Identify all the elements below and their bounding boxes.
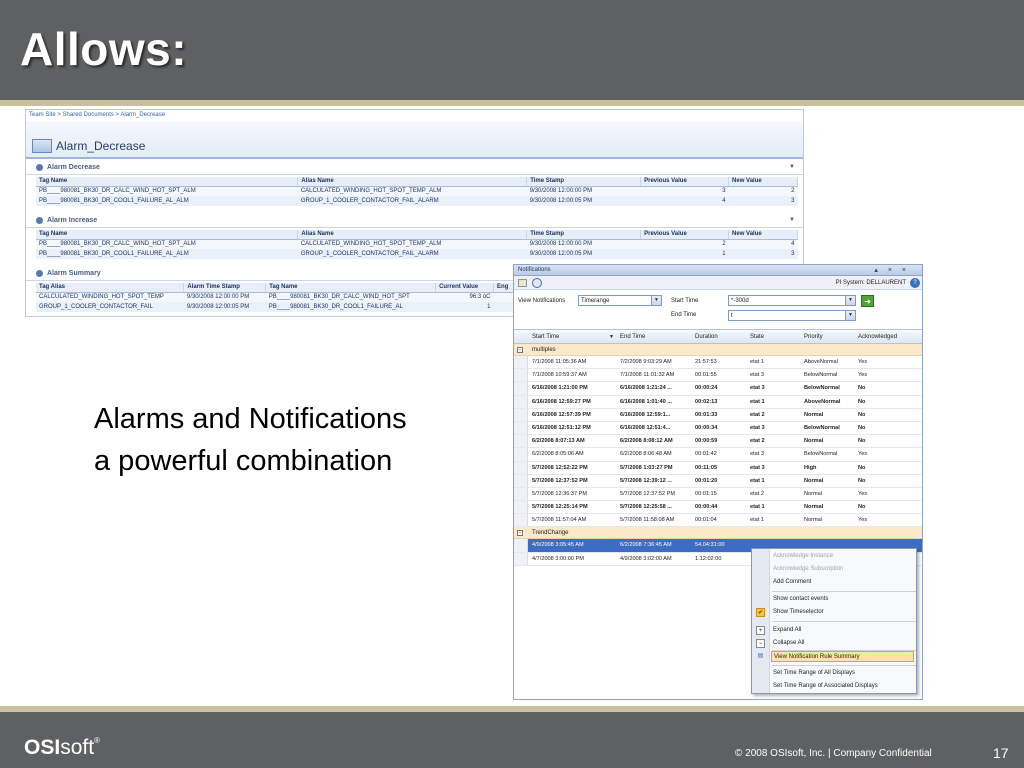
alarm-summary-table: [36, 283, 516, 312]
cell-ack: Yes: [858, 372, 868, 379]
cell-duration: 00:01:33: [695, 411, 718, 418]
cell-start: 5/7/2008 12:37:52 PM: [532, 477, 588, 484]
cell-duration: 21:57:53: [695, 359, 717, 365]
cell-start: 6/16/2008 12:51:12 PM: [532, 424, 591, 431]
cell-ack: Yes: [858, 517, 868, 524]
cell-priority: Normal: [804, 517, 823, 524]
refresh-icon[interactable]: [532, 278, 542, 288]
table-row[interactable]: [514, 382, 923, 395]
alarm-decrease-table: [36, 177, 798, 206]
cell: PB____980081_BK30_DR_COOL1_FAILURE_AL_ALM: [36, 249, 298, 259]
cell-end: 6/2/2008 7:36:45 AM: [620, 542, 672, 549]
cell-state: etat 3: [750, 424, 765, 431]
cell-priority: Normal: [804, 477, 824, 484]
column-header[interactable]: Time Stamp: [527, 230, 641, 239]
cell: PB____980081_BK30_DR_COOL1_FAILURE_AL_ALM: [36, 196, 298, 206]
page-number: 17: [993, 745, 1009, 761]
cell-state: etat 2: [750, 411, 765, 418]
cell-state: etat 3: [750, 451, 764, 458]
column-header[interactable]: New Value: [729, 177, 798, 186]
logo-registered: ®: [94, 736, 100, 745]
cell: PB____980081_BK30_DR_CALC_WIND_HOT_SPT_ALM: [36, 239, 298, 249]
cell: 1: [641, 249, 729, 259]
cell: 2: [641, 239, 729, 249]
copyright-text: © 2008 OSIsoft, Inc. | Company Confidential: [735, 748, 932, 759]
collapse-icon: −: [756, 639, 765, 648]
cell: GROUP_1_COOLER_CONTACTOR_FAIL_ALARM: [298, 196, 527, 206]
cell-start: 5/7/2008 11:57:04 AM: [532, 517, 587, 524]
slide-title: Allows:: [20, 23, 188, 75]
column-header[interactable]: Alias Name: [298, 230, 527, 239]
header-band: [0, 0, 1024, 100]
menu-item-collapse-all[interactable]: Collapse All: [773, 640, 805, 646]
menu-separator: [772, 621, 916, 622]
column-header[interactable]: Tag Name: [36, 177, 298, 186]
row-selector[interactable]: [514, 382, 528, 394]
cell-duration: 00:01:15: [695, 490, 717, 497]
row-selector[interactable]: [514, 369, 528, 381]
cell-duration: 00:01:55: [695, 372, 717, 379]
column-header[interactable]: Start Time: [532, 334, 560, 340]
cell-start: 5/7/2008 12:36:37 PM: [532, 490, 588, 497]
cell-state: etat 1: [750, 517, 764, 524]
chevron-down-icon[interactable]: ▼: [789, 217, 795, 223]
column-header[interactable]: New Value: [729, 230, 798, 239]
row-selector[interactable]: [514, 462, 528, 474]
alarm-decrease-section: [26, 161, 804, 204]
expand-icon: +: [756, 626, 765, 635]
table-row[interactable]: [514, 475, 923, 488]
table-row[interactable]: [36, 292, 516, 302]
section-icon: [36, 270, 43, 277]
column-header[interactable]: State: [750, 334, 765, 340]
column-header[interactable]: Tag Alias: [36, 283, 184, 292]
page-icon: [32, 139, 52, 153]
column-header[interactable]: Time Stamp: [527, 177, 641, 186]
cell-start: 4/9/2008 3:05:45 AM: [532, 542, 584, 549]
group-rows: [514, 356, 923, 527]
window-title-bar: [514, 265, 923, 276]
cell-ack: No: [858, 398, 866, 405]
end-time-input[interactable]: [728, 310, 856, 321]
column-header[interactable]: Previous Value: [641, 177, 729, 186]
cell-priority: BelowNormal: [804, 424, 840, 431]
table-row[interactable]: [514, 369, 923, 382]
menu-item-add-comment[interactable]: Add Comment: [773, 579, 812, 585]
cell: 4: [729, 239, 798, 249]
chevron-down-icon[interactable]: ▼: [845, 296, 855, 305]
menu-separator: [772, 665, 916, 666]
menu-separator: [772, 591, 916, 592]
cell-ack: Yes: [858, 451, 868, 458]
context-menu: [751, 548, 917, 694]
cell: 3: [729, 196, 798, 206]
cell: PB____980081_BK30_DR_COOL1_FAILURE_AL: [266, 302, 436, 312]
cell-end: 6/16/2008 12:59:1...: [620, 411, 671, 418]
table-header-row: [36, 283, 516, 292]
table-row[interactable]: [514, 488, 923, 501]
cell-priority: Normal: [804, 438, 824, 445]
cell: 1: [436, 302, 494, 312]
cell-end: 5/7/2008 12:39:12 ...: [620, 477, 672, 484]
window-title: Notifications: [518, 267, 551, 273]
cell-end: 5/7/2008 12:37:52 PM: [620, 490, 676, 497]
column-header[interactable]: Tag Name: [266, 283, 436, 292]
logo-text-bold: OSI: [24, 736, 61, 759]
cell-duration: 1.12:02:00: [695, 555, 722, 562]
row-selector[interactable]: [514, 475, 528, 487]
cell-duration: 00:00:24: [695, 385, 718, 392]
header-accent-line: [0, 100, 1024, 106]
table-row[interactable]: [36, 249, 798, 259]
cell-ack: No: [858, 477, 866, 484]
menu-item-acknowledge-subscription[interactable]: Acknowledge Subscription: [773, 566, 844, 572]
cell-duration: 00:11:05: [695, 464, 718, 471]
row-selector[interactable]: [514, 553, 528, 565]
cell-state: etat 1: [750, 477, 765, 484]
cell: 2: [729, 186, 798, 196]
table-row[interactable]: [36, 302, 516, 312]
cell-state: etat 3: [750, 372, 764, 379]
group-row-multiples[interactable]: [514, 344, 923, 356]
alarm-increase-table: [36, 230, 798, 259]
cell-start: 6/2/2008 8:05:06 AM: [532, 451, 584, 458]
cell-duration: 00:01:42: [695, 451, 717, 458]
table-row[interactable]: [514, 435, 923, 448]
cell: PB____980081_BK30_DR_CALC_WIND_HOT_SPT: [266, 292, 436, 302]
cell-duration: 00:00:44: [695, 504, 718, 511]
row-selector[interactable]: [514, 409, 528, 421]
cell-end: 7/2/2008 9:03:29 AM: [620, 359, 672, 365]
check-icon: ✔: [757, 610, 764, 616]
body-line: a powerful combination: [94, 445, 393, 477]
toolbar: [514, 276, 923, 290]
group-row-trendchange[interactable]: [514, 527, 923, 539]
cell-end: 6/2/2008 8:08:12 AM: [620, 438, 673, 445]
table-header-row: [36, 230, 798, 239]
row-selector[interactable]: [514, 448, 528, 460]
section-icon: [36, 217, 43, 224]
menu-item-set-time-range-all[interactable]: Set Time Range of All Displays: [773, 670, 856, 676]
select-value: Timerange: [581, 298, 610, 304]
cell-end: 5/7/2008 12:25:58 ...: [620, 504, 672, 511]
cell-start: 7/1/2008 11:05:36 AM: [532, 359, 587, 365]
cell-priority: BelowNormal: [804, 451, 838, 458]
view-notifications-label: View Notifications: [518, 298, 566, 304]
chevron-down-icon[interactable]: ▼: [845, 311, 855, 320]
cell: CALCULATED_WINDING_HOT_SPOT_TEMP_ALM: [298, 239, 527, 249]
view-notifications-select[interactable]: [578, 295, 662, 306]
cell-start: 6/2/2008 8:07:13 AM: [532, 438, 585, 445]
sharepoint-title-bar: [26, 121, 804, 159]
cell-start: 4/7/2008 3:00:00 PM: [532, 555, 584, 562]
input-value: t: [731, 313, 733, 319]
cell-duration: 00:01:04: [695, 517, 717, 524]
cell-state: etat 1: [750, 398, 765, 405]
rule-summary-icon: ▤: [757, 653, 764, 659]
row-selector[interactable]: [514, 396, 528, 408]
cell-duration: 54.04:31:00: [695, 542, 725, 549]
cell-start: 6/16/2008 1:21:00 PM: [532, 385, 588, 392]
cell-state: etat 1: [750, 359, 764, 365]
cell-end: 5/7/2008 1:03:27 PM: [620, 464, 673, 471]
cell-start: 6/16/2008 12:59:27 PM: [532, 398, 591, 405]
row-selector[interactable]: [514, 539, 528, 551]
cell-state: etat 1: [750, 504, 765, 511]
body-line: Alarms and Notifications: [94, 403, 407, 435]
table-row[interactable]: [514, 409, 923, 422]
cell-start: 7/1/2008 10:59:37 AM: [532, 372, 587, 379]
cell-ack: No: [858, 504, 866, 511]
cell-end: 6/16/2008 1:01:40 ...: [620, 398, 672, 405]
table-row[interactable]: [514, 514, 923, 527]
cell-ack: Yes: [858, 490, 868, 497]
start-time-label: Start Time: [671, 298, 699, 304]
cell: CALCULATED_WINDING_HOT_SPOT_TEMP_ALM: [298, 186, 527, 196]
pi-system-label: PI System: DELLAURENT: [835, 280, 906, 286]
row-selector[interactable]: [514, 501, 528, 513]
cell-ack: No: [858, 424, 866, 431]
sort-icon: ▼: [609, 334, 614, 340]
cell-state: etat 3: [750, 385, 765, 392]
section-title: Alarm Decrease: [47, 164, 100, 171]
table-row[interactable]: [514, 501, 923, 514]
column-header[interactable]: Previous Value: [641, 230, 729, 239]
cell-duration: 00:01:20: [695, 477, 718, 484]
cell-state: etat 2: [750, 438, 765, 445]
cell: 3: [729, 249, 798, 259]
menu-item-acknowledge-instance[interactable]: Acknowledge Instance: [773, 553, 834, 559]
cell-ack: No: [858, 411, 866, 418]
section-icon: [36, 164, 43, 171]
column-header[interactable]: Current Value: [436, 283, 494, 292]
input-value: *-300d: [731, 298, 749, 304]
menu-item-set-time-range-associated[interactable]: Set Time Range of Associated Displays: [773, 683, 878, 689]
cell-priority: AboveNormal: [804, 359, 838, 365]
page-title: Alarm_Decrease: [56, 139, 146, 153]
cell-priority: High: [804, 464, 817, 471]
column-header[interactable]: Eng: [494, 283, 516, 292]
menu-item-show-contact-events[interactable]: Show contact events: [773, 596, 829, 602]
window-controls[interactable]: ▴ × ×: [874, 267, 910, 274]
cell-ack: No: [858, 385, 866, 392]
collapse-icon[interactable]: −: [518, 347, 522, 353]
cell-start: 6/16/2008 12:57:39 PM: [532, 411, 591, 418]
cell-end: 7/1/2008 11:01:32 AM: [620, 372, 675, 379]
chevron-down-icon[interactable]: ▼: [789, 164, 795, 170]
table-row[interactable]: [36, 239, 798, 249]
cell-priority: Normal: [804, 411, 824, 418]
body-text: [94, 398, 407, 482]
column-header[interactable]: Tag Name: [36, 230, 298, 239]
collapse-icon[interactable]: −: [518, 530, 522, 537]
cell-priority: Normal: [804, 504, 824, 511]
notifications-grid: [514, 329, 923, 566]
cell: 9/30/2008 12:00:05 PM: [527, 196, 641, 206]
row-selector[interactable]: [514, 356, 528, 368]
cell-end: 6/16/2008 1:21:24 ...: [620, 385, 672, 392]
column-header[interactable]: Acknowledged: [858, 334, 898, 340]
cell: 9/30/2008 12:00:05 PM: [527, 249, 641, 259]
cell-end: 6/16/2008 12:51:4...: [620, 424, 671, 431]
chevron-down-icon[interactable]: ▼: [651, 296, 661, 305]
alarm-increase-section: [26, 214, 804, 257]
menu-icon-strip: [752, 549, 770, 693]
column-header[interactable]: Duration: [695, 334, 718, 340]
table-row[interactable]: [36, 196, 798, 206]
table-row[interactable]: [514, 462, 923, 475]
cell-duration: 00:02:13: [695, 398, 718, 405]
cell: CALCULATED_WINDING_HOT_SPOT_TEMP: [36, 292, 184, 302]
column-header[interactable]: Alias Name: [298, 177, 527, 186]
group-name: TrendChange: [532, 530, 569, 537]
table-header-row: [36, 177, 798, 186]
section-header: [26, 214, 804, 228]
footer-band: [0, 712, 1024, 768]
cell: 9/30/2008 12:00:00 PM: [527, 186, 641, 196]
cell-priority: AboveNormal: [804, 398, 841, 405]
cell-start: 5/7/2008 12:25:14 PM: [532, 504, 588, 511]
cell-duration: 00:00:34: [695, 424, 718, 431]
filter-bar: [514, 290, 923, 328]
cell-state: etat 3: [750, 464, 765, 471]
row-selector[interactable]: [514, 488, 528, 500]
cell-priority: BelowNormal: [804, 385, 840, 392]
cell: 9/30/2008 12:00:00 PM: [527, 239, 641, 249]
cell: GROUP_1_COOLER_CONTACTOR_FAIL_ALARM: [298, 249, 527, 259]
cell: 4: [641, 196, 729, 206]
osisoft-logo: [24, 736, 100, 760]
cell-ack: Yes: [858, 359, 868, 365]
cell-start: 5/7/2008 12:52:22 PM: [532, 464, 588, 471]
section-title: Alarm Summary: [47, 270, 101, 277]
help-icon[interactable]: ?: [910, 278, 920, 288]
folder-icon[interactable]: [518, 279, 527, 287]
row-selector[interactable]: [514, 514, 528, 526]
table-row[interactable]: [514, 396, 923, 409]
column-header[interactable]: End Time: [620, 334, 646, 340]
column-header[interactable]: Alarm Time Stamp: [184, 283, 266, 292]
logo-text-light: soft: [60, 736, 95, 759]
cell-end: 5/7/2008 11:58:08 AM: [620, 517, 675, 524]
table-row[interactable]: [514, 448, 923, 461]
column-header[interactable]: Priority: [804, 334, 823, 340]
breadcrumb[interactable]: Team Site > Shared Documents > Alarm_Decrease: [29, 112, 166, 118]
go-arrow-button[interactable]: ➜: [861, 295, 874, 307]
cell-ack: No: [858, 438, 866, 445]
menu-item-view-notification-rule-summary[interactable]: View Notification Rule Summary: [771, 651, 914, 662]
cell-priority: Normal: [804, 490, 823, 497]
cell: PB____980081_BK30_DR_CALC_WIND_HOT_SPT_ALM: [36, 186, 298, 196]
cell: 96.3 oC: [436, 292, 494, 302]
cell: 9/30/2008 12:00:00 PM: [184, 292, 266, 302]
group-name: multiples: [532, 347, 556, 353]
cell-end: 4/9/2008 3:02:00 AM: [620, 555, 672, 562]
row-selector[interactable]: [514, 435, 528, 447]
cell-duration: 00:00:59: [695, 438, 718, 445]
menu-item-show-timeselector[interactable]: Show Timeselector: [773, 609, 824, 615]
cell-end: 6/2/2008 8:06:48 AM: [620, 451, 672, 458]
end-time-label: End Time: [671, 312, 697, 318]
table-row[interactable]: [36, 186, 798, 196]
table-row[interactable]: [514, 356, 923, 369]
section-title: Alarm Increase: [47, 217, 98, 224]
cell: 9/30/2008 12:00:05 PM: [184, 302, 266, 312]
cell: 3: [641, 186, 729, 196]
cell-ack: No: [858, 464, 866, 471]
table-row[interactable]: [514, 422, 923, 435]
row-selector[interactable]: [514, 422, 528, 434]
menu-item-expand-all[interactable]: Expand All: [773, 627, 802, 633]
cell: GROUP_1_COOLER_CONTACTOR_FAIL: [36, 302, 184, 312]
cell-priority: BelowNormal: [804, 372, 838, 379]
cell-state: etat 2: [750, 490, 764, 497]
section-header: [26, 161, 804, 175]
start-time-input[interactable]: [728, 295, 856, 306]
grid-header: [514, 329, 923, 344]
